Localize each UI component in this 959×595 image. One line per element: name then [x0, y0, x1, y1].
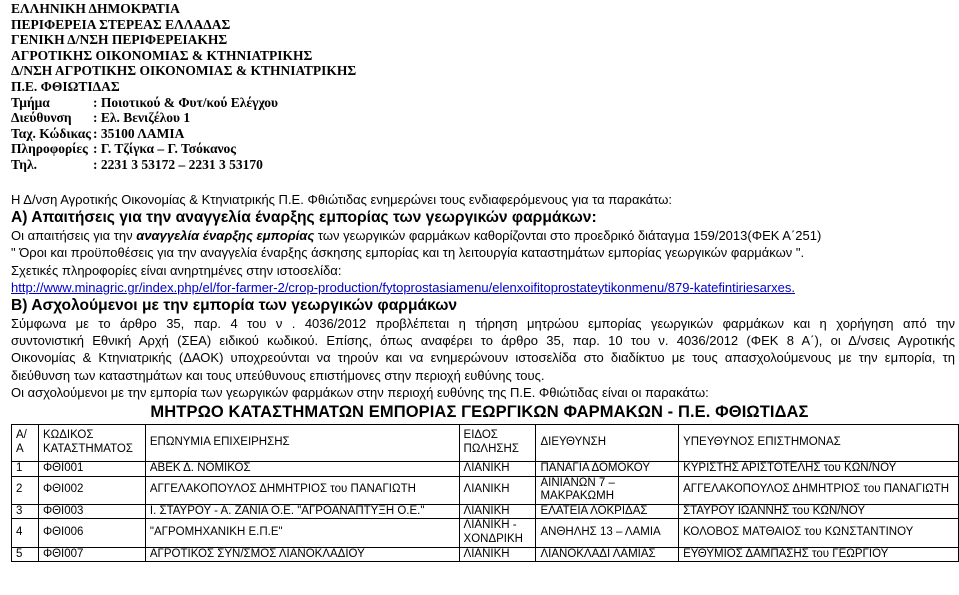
header-line: ΓΕΝΙΚΗ Δ/ΝΣΗ ΠΕΡΙΦΕΡΕΙΑΚΗΣ: [11, 32, 228, 48]
cell-code: ΦΘΙ006: [38, 519, 145, 547]
header-field-address: [11, 110, 356, 126]
header-field-postcode: [11, 126, 356, 142]
document-body: [11, 191, 955, 401]
header-line: Π.Ε. ΦΘΙΩΤΙΔΑΣ: [11, 78, 120, 94]
section-b-line: συντονιστική Εθνική Αρχή (ΣΕΑ) ειδικού κωδικού. Επίσης, όπως αναφέρει το άρθρο 35, παρ. 10 του ν. 4036/2012 (ΦΕΚ 8 Α΄), οι Δ/νσεις Αγροτικής: [11, 333, 955, 349]
cell-index: 1: [12, 462, 39, 477]
ministry-link[interactable]: http://www.minagric.gr/index.php/el/for-farmer-2/crop-production/fytoprostasiamenu/elenxoifitoprostateytikonmenu/879-katefintiriesarxes.: [11, 279, 795, 295]
table-row: [12, 519, 959, 547]
cell-business-name: ΑΓΓΕΛΑΚΟΠΟΥΛΟΣ ΔΗΜΗΤΡΙΟΣ του ΠΑΝΑΓΙΩΤΗ: [145, 476, 459, 504]
section-a-decree-title: " Όροι και προϋποθέσεις για την αναγγελία έναρξης άσκησης εμπορίας και τη λειτουργία καταστημάτων εμπορίας γεωργικών φαρμάκων ".: [11, 245, 805, 261]
field-value: : Ποιοτικού & Φυτ/κού Ελέγχου: [93, 94, 279, 110]
table-row: [12, 462, 959, 477]
cell-index: 5: [12, 547, 39, 562]
registry-table: [11, 424, 959, 562]
header-field-department: [11, 95, 356, 111]
header-line: ΠΕΡΙΦΕΡΕΙΑ ΣΤΕΡΕΑΣ ΕΛΛΑΔΑΣ: [11, 16, 231, 32]
table-row: [12, 504, 959, 519]
text: των γεωργικών φαρμάκων καθορίζονται στο προεδρικό διάταγμα 159/2013(ΦΕΚ Α΄251): [314, 228, 822, 244]
section-b-line: Σύμφωνα με το άρθρο 35, παρ. 4 του ν . 4036/2012 προβλέπεται η τήρηση μητρώου εμπορίας γεωργικών φαρμάκων και η χορήγηση από την: [11, 316, 955, 332]
header-field-phone: [11, 157, 356, 173]
cell-business-name: "ΑΓΡΟΜΗΧΑΝΙΚΗ Ε.Π.Ε": [145, 519, 459, 547]
field-label: Πληροφορίες: [11, 141, 88, 157]
cell-business-name: ΑΓΡΟΤΙΚΟΣ ΣΥΝ/ΣΜΟΣ ΛΙΑΝΟΚΛΑΔΙΟΥ: [145, 547, 459, 562]
section-b-line: Οικονομίας & Κτηνιατρικής (ΔΑΟΚ) υποχρεούνται να τηρούν και να ενημερώνουν ιστοσελίδα στο διαδίκτυο με τους απασχολούμενους με την εμπορία, τη: [11, 350, 955, 366]
header-cell: ΚΩΔΙΚΟΣ ΚΑΤΑΣΤΗΜΑΤΟΣ: [38, 425, 145, 462]
emphasis-text: αναγγελία έναρξης εμπορίας: [136, 228, 315, 244]
cell-sale-type: ΛΙΑΝΙΚΗ: [459, 476, 536, 504]
field-value: : 35100 ΛΑΜΙΑ: [93, 125, 185, 141]
cell-address: ΑΝΘΗΛΗΣ 13 – ΛΑΜΙΑ: [536, 519, 679, 547]
header-line: ΕΛΛΗΝΙΚΗ ΔΗΜΟΚΡΑΤΙΑ: [11, 1, 180, 16]
cell-sale-type: ΛΙΑΝΙΚΗ - ΧΟΝΔΡΙΚΗ: [459, 519, 536, 547]
table-header-row: [12, 425, 959, 462]
cell-scientist: ΑΓΓΕΛΑΚΟΠΟΥΛΟΣ ΔΗΜΗΤΡΙΟΣ του ΠΑΝΑΓΙΩΤΗ: [679, 476, 959, 504]
cell-address: ΑΙΝΙΑΝΩΝ 7 – ΜΑΚΡΑΚΩΜΗ: [536, 476, 679, 504]
ministry-link-row: [11, 279, 955, 296]
text: Οι απαιτήσεις για την: [11, 228, 137, 244]
cell-address: ΛΙΑΝΟΚΛΑΔΙ ΛΑΜΙΑΣ: [536, 547, 679, 562]
header-line: ΑΓΡΟΤΙΚΗΣ ΟΙΚΟΝΟΜΙΑΣ & ΚΤΗΝΙΑΤΡΙΚΗΣ: [11, 47, 313, 63]
field-value: : 2231 3 53172 – 2231 3 53170: [93, 156, 263, 172]
cell-index: 4: [12, 519, 39, 547]
field-value: : Γ. Τζίγκα – Γ. Τσόκανος: [93, 141, 237, 157]
header-cell: ΔΙΕΥΘΥΝΣΗ: [536, 425, 679, 462]
cell-business-name: Ι. ΣΤΑΥΡΟΥ - Α. ΖΑΝΙΑ Ο.Ε. "ΑΓΡΟΑΝΑΠΤΥΞΗ Ο.Ε.": [145, 504, 459, 519]
section-a-paragraph: [11, 227, 955, 244]
cell-address: ΠΑΝΑΓΙΑ ΔΟΜΟΚΟΥ: [536, 462, 679, 477]
field-value: : Ελ. Βενιζέλου 1: [93, 110, 191, 126]
table-title: ΜΗΤΡΩΟ ΚΑΤΑΣΤΗΜΑΤΩΝ ΕΜΠΟΡΙΑΣ ΓΕΩΡΓΙΚΩΝ ΦΑΡΜΑΚΩΝ - Π.Ε. ΦΘΙΩΤΙΔΑΣ: [150, 403, 809, 421]
cell-sale-type: ΛΙΑΝΙΚΗ: [459, 462, 536, 477]
cell-scientist: ΣΤΑΥΡΟΥ ΙΩΑΝΝΗΣ του ΚΩΝ/ΝΟΥ: [679, 504, 959, 519]
cell-index: 3: [12, 504, 39, 519]
header-line: Δ/ΝΣΗ ΑΓΡΟΤΙΚΗΣ ΟΙΚΟΝΟΜΙΑΣ & ΚΤΗΝΙΑΤΡΙΚΗΣ: [11, 63, 357, 79]
section-a-info-text: Σχετικές πληροφορίες είναι ανηρτημένες στην ιστοσελίδα:: [11, 262, 342, 278]
cell-scientist: ΚΟΛΟΒΟΣ ΜΑΤΘΑΙΟΣ του ΚΩΝΣΤΑΝΤΙΝΟΥ: [679, 519, 959, 547]
cell-code: ΦΘΙ007: [38, 547, 145, 562]
header-cell: ΕΠΩΝΥΜΙΑ ΕΠΙΧΕΙΡΗΣΗΣ: [145, 425, 459, 462]
header-field-contact: [11, 141, 356, 157]
cell-sale-type: ΛΙΑΝΙΚΗ: [459, 547, 536, 562]
cell-scientist: ΚΥΡΙΣΤΗΣ ΑΡΙΣΤΟΤΕΛΗΣ του ΚΩΝ/ΝΟΥ: [679, 462, 959, 477]
cell-scientist: ΕΥΘΥΜΙΟΣ ΔΑΜΠΑΣΗΣ του ΓΕΩΡΓΙΟΥ: [679, 547, 959, 562]
header-cell: ΕΙΔΟΣ ΠΩΛΗΣΗΣ: [459, 425, 536, 462]
cell-address: ΕΛΑΤΕΙΑ ΛΟΚΡΙΔΑΣ: [536, 504, 679, 519]
cell-code: ΦΘΙ001: [38, 462, 145, 477]
header-cell: ΥΠΕΥΘΥΝΟΣ ΕΠΙΣΤΗΜΟΝΑΣ: [679, 425, 959, 462]
field-label: Τηλ.: [11, 156, 37, 172]
section-b-line: διεύθυνση των καταστημάτων και τους υπεύθυνους επιστήμονες στην περιοχή ευθύνης τους.: [11, 367, 545, 383]
intro-text: Η Δ/νση Αγροτικής Οικονομίας & Κτηνιατρικής Π.Ε. Φθιώτιδας ενημερώνει τους ενδιαφερόμενους για τα παρακάτω:: [11, 192, 673, 207]
cell-code: ΦΘΙ003: [38, 504, 145, 519]
section-b-heading: Β) Ασχολούμενοι με την εμπορία των γεωργικών φαρμάκων: [11, 297, 458, 315]
section-a-heading: Α) Απαιτήσεις για την αναγγελία έναρξης εμπορίας των γεωργικών φαρμάκων:: [11, 209, 597, 227]
table-row: [12, 476, 959, 504]
field-label: Ταχ. Κώδικας: [11, 125, 91, 141]
field-label: Διεύθυνση: [11, 110, 72, 126]
letterhead: [11, 1, 356, 173]
cell-business-name: ΑΒΕΚ Δ. ΝΟΜΙΚΟΣ: [145, 462, 459, 477]
cell-sale-type: ΛΙΑΝΙΚΗ: [459, 504, 536, 519]
table-row: [12, 547, 959, 562]
section-b-last-line: Οι ασχολούμενοι με την εμπορία των γεωργικών φαρμάκων στην περιοχή ευθύνης της Π.Ε. Φθιώτιδας είναι οι παρακάτω:: [11, 384, 709, 400]
field-label: Τμήμα: [11, 94, 50, 110]
cell-index: 2: [12, 476, 39, 504]
cell-code: ΦΘΙ002: [38, 476, 145, 504]
header-cell: Α/Α: [12, 425, 39, 462]
